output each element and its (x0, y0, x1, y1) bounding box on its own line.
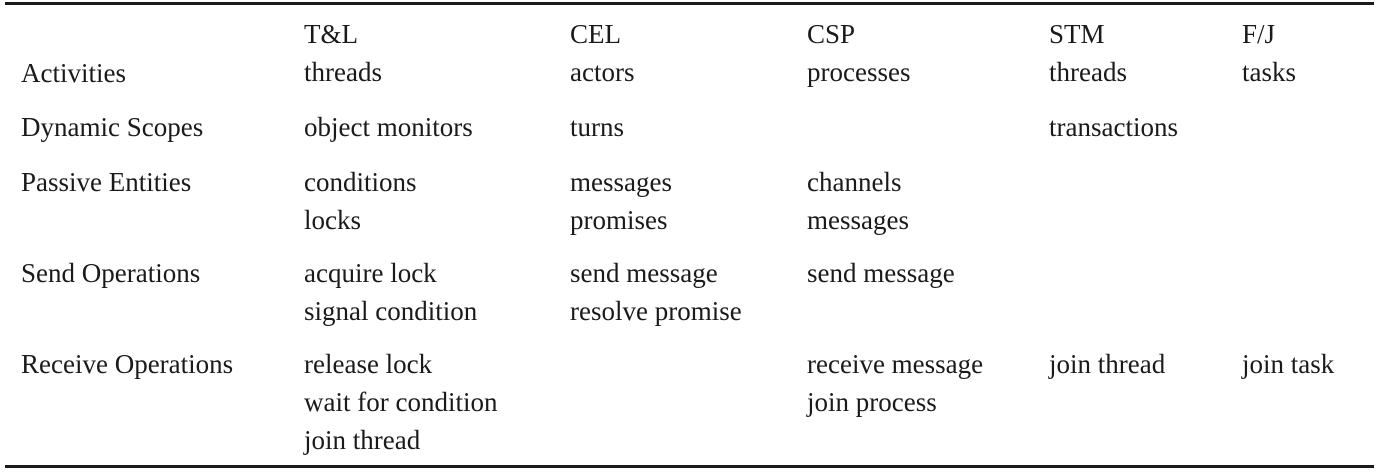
cell-line: messages (807, 205, 909, 235)
cell-line: send message (570, 258, 718, 288)
table-cell (807, 163, 909, 239)
cell-line: join thread (304, 425, 421, 455)
table-cell (1242, 345, 1334, 383)
row-label (21, 254, 200, 292)
column-header-csp (807, 15, 910, 91)
cell-line: messages (570, 167, 672, 197)
cell-line: transactions (1049, 112, 1178, 142)
cell-line: object monitors (304, 112, 473, 142)
column-abbr: CEL (570, 19, 621, 49)
table-cell (304, 345, 497, 459)
table-cell (570, 254, 742, 330)
cell-line: conditions (304, 167, 417, 197)
table-cell (570, 108, 624, 146)
column-header-stm (1049, 15, 1127, 91)
column-abbr: F/J (1242, 19, 1276, 49)
column-activity: actors (570, 57, 635, 87)
column-abbr: STM (1049, 19, 1105, 49)
cell-line: promises (570, 205, 668, 235)
row-label (21, 163, 191, 201)
row-label-text: Passive Entities (21, 167, 192, 197)
row-label-text: Activities (21, 58, 126, 88)
cell-line: turns (570, 112, 624, 142)
row-label-text: Dynamic Scopes (21, 112, 204, 142)
cell-line: join thread (1049, 349, 1166, 379)
cell-line: channels (807, 167, 902, 197)
cell-line: resolve promise (570, 296, 742, 326)
row-label-text: Send Operations (21, 258, 201, 288)
table-top-rule (5, 2, 1374, 5)
cell-line: send message (807, 258, 955, 288)
column-header-cel (570, 15, 634, 91)
row-label-text: Receive Operations (21, 349, 234, 379)
table-bottom-rule (5, 465, 1374, 468)
table-cell (570, 163, 672, 239)
table-cell (1049, 108, 1178, 146)
cell-line: join process (807, 387, 937, 417)
table-cell (304, 254, 477, 330)
header-row-label (21, 54, 126, 92)
column-activity: threads (304, 57, 382, 87)
column-abbr: T&L (304, 19, 358, 49)
cell-line: release lock (304, 349, 433, 379)
column-header-fj (1242, 15, 1296, 91)
cell-line: receive message (807, 349, 984, 379)
row-label (21, 108, 203, 146)
cell-line: join task (1242, 349, 1335, 379)
column-activity: processes (807, 57, 911, 87)
table-cell (1049, 345, 1165, 383)
cell-line: wait for condition (304, 387, 498, 417)
cell-line: locks (304, 205, 361, 235)
cell-line: signal condition (304, 296, 478, 326)
column-abbr: CSP (807, 19, 856, 49)
table-cell (807, 254, 955, 292)
row-label (21, 345, 233, 383)
column-activity: tasks (1242, 57, 1296, 87)
table-cell (807, 345, 983, 421)
column-activity: threads (1049, 57, 1127, 87)
column-header-tl (304, 15, 382, 91)
table-cell (304, 163, 417, 239)
cell-line: acquire lock (304, 258, 437, 288)
table-cell (304, 108, 473, 146)
